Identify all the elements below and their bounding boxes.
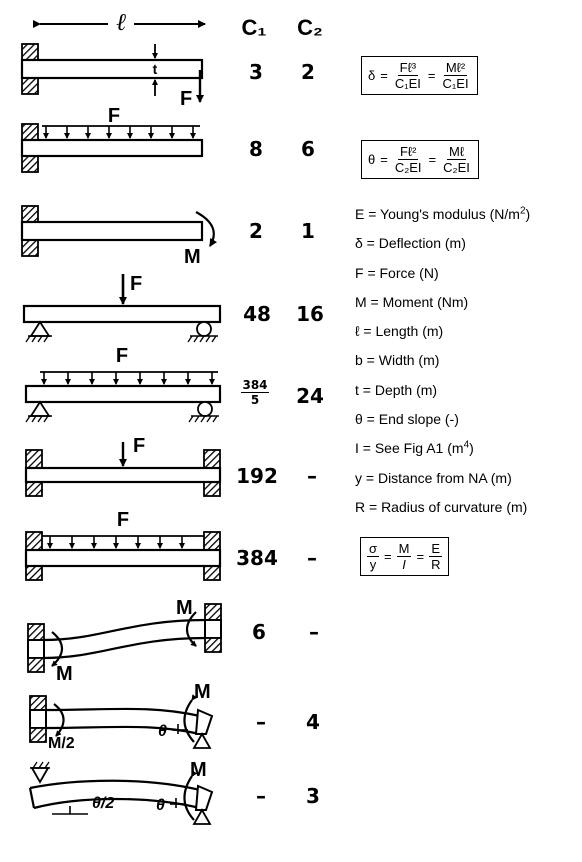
c1-value: 2 xyxy=(249,219,263,243)
symbol-definitions xyxy=(355,202,580,524)
c2-header: C₂ xyxy=(297,15,323,40)
svg-text:M: M xyxy=(176,597,193,619)
c2-value: 4 xyxy=(306,710,320,734)
formula-numerator: Mℓ² xyxy=(445,60,466,75)
formula-denominator: C₁EI xyxy=(394,76,421,91)
c2-value: 24 xyxy=(296,384,324,408)
slope-formula: θ = Fℓ² C₂EI = Mℓ C₂EI xyxy=(361,140,479,179)
c1-value: 3 xyxy=(249,60,263,84)
diagram-cantilever-end-load xyxy=(22,44,202,110)
svg-text:M: M xyxy=(194,681,211,703)
definition-width: b = Width (m) xyxy=(355,352,440,369)
c1-value: 8 xyxy=(249,137,263,161)
c2-value: 16 xyxy=(296,302,324,326)
svg-text:M: M xyxy=(56,663,73,685)
svg-text:M: M xyxy=(184,246,201,268)
definition-length: ℓ = Length (m) xyxy=(355,323,444,340)
c1-value: – xyxy=(256,784,266,808)
formula-numerator: E xyxy=(431,541,441,556)
c2-value: – xyxy=(309,620,319,644)
diagram-built-in-end-moments xyxy=(28,597,221,685)
svg-text:M/2: M/2 xyxy=(48,735,75,752)
diagram-simply-supported-uniform-load xyxy=(26,345,220,422)
definition-moment: M = Moment (Nm) xyxy=(355,293,469,310)
svg-text:θ: θ xyxy=(158,723,167,740)
svg-text:F: F xyxy=(115,345,129,367)
formula-denominator: C₁EI xyxy=(442,76,469,91)
svg-text:M: M xyxy=(190,759,207,781)
c2-value: 6 xyxy=(301,137,315,161)
diagram-propped-moment xyxy=(30,681,212,752)
formula-denominator: C₂EI xyxy=(443,160,470,175)
formula-denominator: I xyxy=(402,557,406,572)
formula-numerator: Mℓ xyxy=(448,144,465,159)
definition-depth: t = Depth (m) xyxy=(355,381,438,398)
formula-denominator: C₂EI xyxy=(394,160,422,175)
formula-denominator: y xyxy=(369,557,377,572)
bending-formula: $\frac{\sigma}{y}$ = $\frac{M}{I}$ = $\frac{E}{R}$ xyxy=(360,537,449,576)
definition-deflection: δ = Deflection (m) xyxy=(355,235,466,252)
c2-value: – xyxy=(307,464,317,488)
definition-distance-na: y = Distance from NA (m) xyxy=(355,469,512,486)
c2-value: – xyxy=(307,546,317,570)
c1-value: – xyxy=(256,710,266,734)
svg-text:θ/2: θ/2 xyxy=(92,795,115,812)
svg-text:F: F xyxy=(116,509,130,531)
formula-denominator: R xyxy=(431,557,441,572)
definition-end-slope: θ = End slope (-) xyxy=(355,411,459,428)
svg-text:θ: θ xyxy=(156,797,165,814)
deflection-symbol: δ xyxy=(368,68,376,83)
c2-value: 3 xyxy=(306,784,320,808)
c2-value: 2 xyxy=(301,60,315,84)
c1-value: 6 xyxy=(252,620,266,644)
definition-young-modulus: E = Young's modulus $(N/m^2)$ xyxy=(355,205,531,222)
formula-numerator: M xyxy=(398,541,410,556)
definition-second-moment: I = See Fig A1 $(m^4)$ xyxy=(355,439,474,457)
svg-text:F: F xyxy=(107,105,121,127)
diagram-built-in-central-load xyxy=(26,435,220,496)
formula-numerator: Fℓ³ xyxy=(399,60,417,75)
svg-text:F: F xyxy=(130,273,143,295)
diagram-pinned-end-moment xyxy=(30,759,212,824)
c1-value: 384 xyxy=(236,546,278,570)
c1-value-fraction xyxy=(232,378,278,407)
svg-text:F: F xyxy=(180,88,193,110)
c2-value: 1 xyxy=(301,219,315,243)
c1-fraction-numerator: 384 xyxy=(242,378,268,392)
deflection-formula: δ = Fℓ³ C₁EI = Mℓ² C₁EI xyxy=(361,56,478,95)
diagram-cantilever-end-moment xyxy=(22,206,214,268)
length-dimension xyxy=(40,10,205,36)
formula-numerator: Fℓ² xyxy=(399,144,417,159)
slope-symbol: θ xyxy=(368,152,376,167)
length-symbol: ℓ xyxy=(116,10,126,36)
svg-text:F: F xyxy=(133,435,146,457)
definition-radius: R = Radius of curvature (m) xyxy=(355,498,528,515)
diagram-built-in-uniform-load xyxy=(26,509,220,580)
diagram-cantilever-uniform-load xyxy=(22,105,202,172)
c1-header: C₁ xyxy=(241,15,267,40)
diagram-simply-supported-central-load xyxy=(24,273,220,342)
definition-force: F = Force (N) xyxy=(355,264,439,281)
formula-numerator: σ xyxy=(369,541,378,556)
c1-fraction-denominator: 5 xyxy=(250,393,260,407)
c1-value: 192 xyxy=(236,464,278,488)
c1-value: 48 xyxy=(243,302,271,326)
svg-text:t: t xyxy=(152,61,158,77)
